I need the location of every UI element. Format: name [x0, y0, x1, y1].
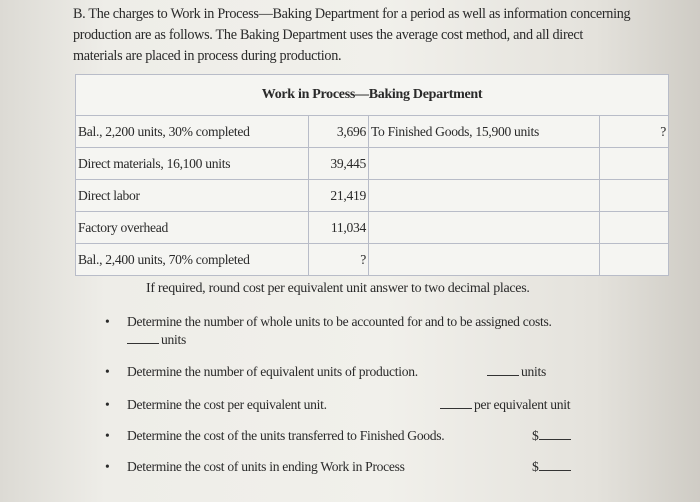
- credit-amount: [600, 244, 669, 276]
- credit-amount[interactable]: ?: [600, 116, 669, 148]
- answer-equivalent-units: [487, 364, 546, 380]
- credit-amount: [600, 148, 669, 180]
- row-label: Bal., 2,400 units, 70% completed: [76, 244, 309, 276]
- answer-whole-units: [127, 332, 186, 348]
- credit-amount: [600, 212, 669, 244]
- table-row: [76, 180, 669, 212]
- answer-cost-transferred: [532, 428, 573, 444]
- row-amount: 21,419: [309, 180, 369, 212]
- table-title: Work in Process—Baking Department: [76, 75, 669, 116]
- answer-cost-per-unit: [440, 397, 570, 413]
- question-text: Determine the cost of the units transferred to Finished Goods.: [127, 428, 445, 443]
- bullet-icon: •: [105, 364, 110, 379]
- credit-label: To Finished Goods, 15,900 units: [369, 116, 600, 148]
- answer-blank[interactable]: [487, 365, 519, 376]
- answer-blank[interactable]: [539, 460, 571, 471]
- credit-label: [369, 212, 600, 244]
- row-amount: 11,034: [309, 212, 369, 244]
- credit-label: [369, 180, 600, 212]
- question-cost-per-unit: [105, 397, 327, 413]
- answer-ending-wip: [532, 459, 573, 475]
- question-text: Determine the cost per equivalent unit.: [127, 397, 327, 412]
- answer-suffix: units: [161, 332, 186, 347]
- row-label: Direct materials, 16,100 units: [76, 148, 309, 180]
- answer-prefix: $: [532, 428, 539, 443]
- answer-prefix: $: [532, 459, 539, 474]
- question-text: Determine the number of whole units to be accounted for and to be assigned costs.: [127, 314, 552, 329]
- table-row: [76, 116, 669, 148]
- row-label: Factory overhead: [76, 212, 309, 244]
- answer-suffix: per equivalent unit: [474, 397, 571, 412]
- rounding-note: If required, round cost per equivalent unit answer to two decimal places.: [146, 281, 530, 296]
- credit-label: [369, 148, 600, 180]
- answer-blank[interactable]: [127, 333, 159, 344]
- question-text: Determine the number of equivalent units of production.: [127, 364, 418, 379]
- bullet-icon: •: [105, 428, 110, 443]
- question-text: Determine the cost of units in ending Work in Process: [127, 459, 405, 474]
- question-equivalent-units: [105, 364, 418, 380]
- credit-label: [369, 244, 600, 276]
- bullet-icon: •: [105, 397, 110, 412]
- problem-intro: B. The charges to Work in Process—Baking Department for a period as well as information concerning production are as follows. The Baking Department uses the average cost method, and all direct materials are placed in process during production.: [73, 6, 631, 64]
- row-amount: 3,696: [309, 116, 369, 148]
- bullet-icon: •: [105, 314, 110, 329]
- table-row: [76, 244, 669, 276]
- credit-amount: [600, 180, 669, 212]
- table-row: [76, 148, 669, 180]
- row-amount: 39,445: [309, 148, 369, 180]
- answer-blank[interactable]: [440, 398, 472, 409]
- table-row: [76, 212, 669, 244]
- answer-suffix: units: [521, 364, 546, 379]
- row-amount[interactable]: ?: [309, 244, 369, 276]
- row-label: Bal., 2,200 units, 30% completed: [76, 116, 309, 148]
- wip-t-account: [75, 74, 669, 276]
- answer-blank[interactable]: [539, 429, 571, 440]
- row-label: Direct labor: [76, 180, 309, 212]
- question-cost-transferred: [105, 428, 444, 444]
- bullet-icon: •: [105, 459, 110, 474]
- question-whole-units: [105, 314, 552, 330]
- question-ending-wip: [105, 459, 405, 475]
